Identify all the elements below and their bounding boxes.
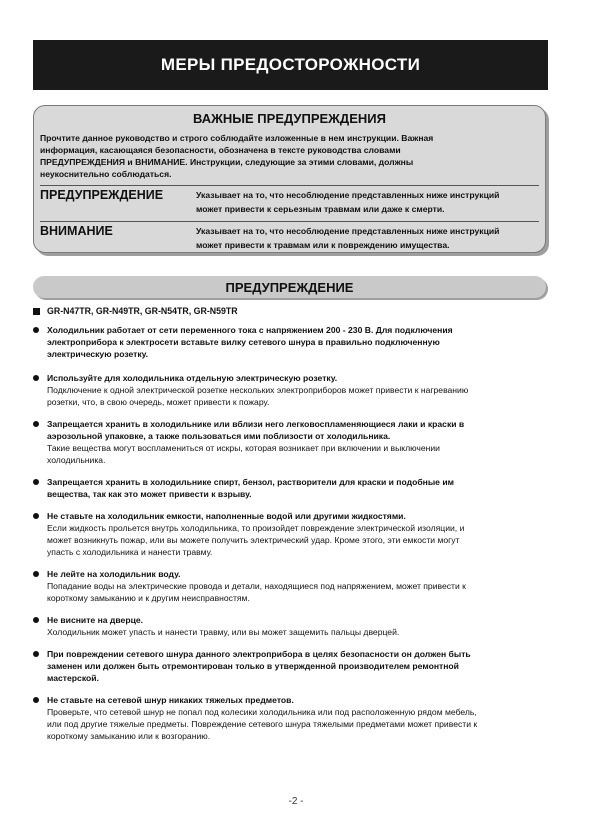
- item-body-line: Если жидкость прольется внутрь холодильника, то произойдет повреждение электрической изоляции, и: [47, 523, 465, 533]
- list-item: [33, 694, 548, 742]
- list-item: [33, 372, 548, 408]
- item-heading-line: Не висните на дверце.: [47, 615, 144, 625]
- bullet-dot-icon: [33, 421, 39, 427]
- item-heading-line: Не лейте на холодильник воду.: [47, 569, 181, 579]
- item-body-line: Проверьте, что сетевой шнур не попал под колесики холодильника или под расположенную рядом мебель,: [47, 707, 477, 717]
- list-item: [33, 476, 548, 500]
- bullet-dot-icon: [33, 617, 39, 623]
- item-body-line: розетки, что, в свою очередь, может привести к пожару.: [47, 397, 270, 407]
- important-warnings-box: [33, 105, 546, 253]
- list-item: [33, 418, 548, 466]
- bullet-dot-icon: [33, 513, 39, 519]
- model-list: [33, 306, 238, 316]
- important-intro: [40, 132, 539, 180]
- item-heading-line: Холодильник работает от сети переменного тока с напряжением 200 - 230 В. Для подключения: [47, 325, 453, 335]
- item-body-line: может возникнуть пожар, или вы можете получить электрический удар. Кроме этого, эти емкости могут: [47, 535, 460, 545]
- page-title: МЕРЫ ПРЕДОСТОРОЖНОСТИ: [160, 55, 421, 74]
- item-heading-line: Не ставьте на холодильник емкости, наполненные водой или другими жидкостями.: [47, 511, 406, 521]
- item-heading-line: Используйте для холодильника отдельную электрическую розетку.: [47, 373, 338, 383]
- item-heading-line: мастерской.: [47, 673, 99, 683]
- bullet-dot-icon: [33, 697, 39, 703]
- item-heading-line: вещества, так как это может привести к взрыву.: [47, 489, 252, 499]
- definition-line: Указывает на то, что несоблюдение представленных ниже инструкций: [196, 190, 500, 200]
- page-title-bar: [33, 40, 548, 90]
- bullet-dot-icon: [33, 327, 39, 333]
- intro-line: информация, касающаяся безопасности, обозначена в тексте руководства словами: [40, 145, 401, 155]
- intro-line: Прочтите данное руководство и строго соблюдайте изложенные в нем инструкции. Важная: [40, 133, 434, 143]
- definition-term: ПРЕДУПРЕЖДЕНИЕ: [40, 188, 164, 202]
- bullet-dot-icon: [33, 651, 39, 657]
- intro-line: ПРЕДУПРЕЖДЕНИЯ и ВНИМАНИЕ. Инструкции, следующие за этими словами, должны: [40, 157, 414, 167]
- item-heading-line: При повреждении сетевого шнура данного электроприбора в целях безопасности он должен быть: [47, 649, 471, 659]
- warning-section-header: [33, 276, 546, 298]
- page-number: -2 -: [288, 796, 304, 807]
- item-heading-line: Запрещается хранить в холодильнике или вблизи него легковоспламеняющиеся лаки и краски в: [47, 419, 465, 429]
- definition-caution: [40, 221, 539, 252]
- item-heading-line: Не ставьте на сетевой шнур никаких тяжелых предметов.: [47, 695, 294, 705]
- item-heading-line: электроприбора к электросети вставьте вилку сетевого шнура в правильно подключенную: [47, 337, 440, 347]
- definition-line: может привести к травмам или к повреждению имущества.: [196, 240, 450, 250]
- bullet-dot-icon: [33, 571, 39, 577]
- item-body-line: Холодильник может упасть и нанести травму, или вы может защемить пальцы дверцей.: [47, 627, 400, 637]
- item-heading-line: электрическую розетку.: [47, 349, 149, 359]
- item-body-line: или под другие тяжелые предметы. Повреждение сетевого шнура тяжелыми предметами может привести к: [47, 719, 478, 729]
- definition-line: Указывает на то, что несоблюдение представленных ниже инструкций: [196, 226, 500, 236]
- bullet-dot-icon: [33, 375, 39, 381]
- item-body-line: Попадание воды на электрические провода и детали, находящиеся под напряжением, может привести к: [47, 581, 466, 591]
- square-bullet-icon: [33, 308, 40, 315]
- item-body-line: холодильника.: [47, 455, 106, 465]
- model-names: GR-N47TR, GR-N49TR, GR-N54TR, GR-N59TR: [47, 306, 238, 316]
- item-body-line: Подключение к одной электрической розетке нескольких электроприборов может привести к нагреванию: [47, 385, 469, 395]
- list-item: [33, 510, 548, 558]
- definition-text: [196, 188, 539, 216]
- item-body-line: упасть с холодильника и нанести травму.: [47, 547, 213, 557]
- warning-section-heading: ПРЕДУПРЕЖДЕНИЕ: [225, 279, 354, 295]
- list-item: [33, 568, 548, 604]
- item-body-line: Такие вещества могут воспламениться от искры, которая возникает при включении и выключении: [47, 443, 440, 453]
- definition-text: [196, 224, 539, 252]
- bullet-dot-icon: [33, 479, 39, 485]
- list-item: [33, 614, 548, 638]
- warning-list: [33, 324, 548, 742]
- definition-warning: [40, 185, 539, 216]
- intro-line: неукоснительно соблюдаться.: [40, 169, 172, 179]
- item-heading-line: заменен или должен быть отремонтирован только в утвержденной производителем ремонтной: [47, 661, 459, 671]
- item-heading-line: аэрозольной упаковке, а также пользоваться ими поблизости от холодильника.: [47, 431, 391, 441]
- definition-line: может привести к серьезным травмам или даже к смерти.: [196, 204, 445, 214]
- item-body-line: короткому замыканию или к возгоранию.: [47, 731, 211, 741]
- item-heading-line: Запрещается хранить в холодильнике спирт, бензол, растворители для краски и подобные им: [47, 477, 454, 487]
- list-item: [33, 324, 548, 360]
- important-warnings-heading: ВАЖНЫЕ ПРЕДУПРЕЖДЕНИЯ: [193, 111, 386, 126]
- item-body-line: короткому замыканию и к другим неисправностям.: [47, 593, 250, 603]
- list-item: [33, 648, 548, 684]
- definition-term: ВНИМАНИЕ: [40, 224, 113, 238]
